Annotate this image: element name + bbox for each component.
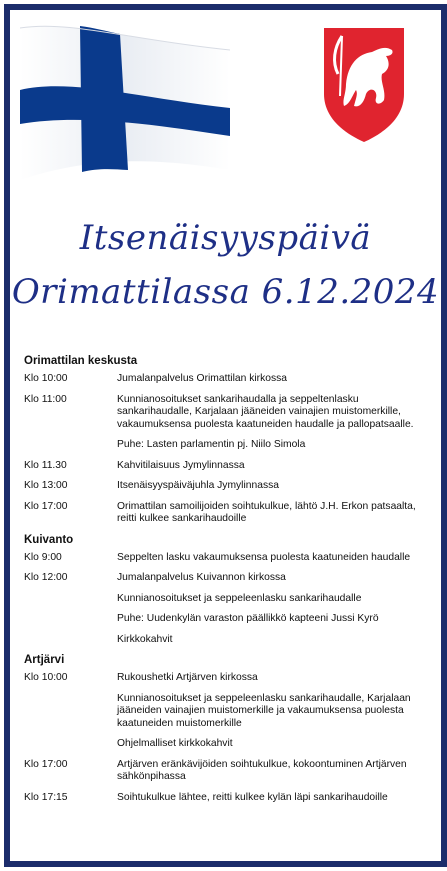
list-item (24, 593, 434, 606)
event-time (24, 634, 117, 647)
section-kuivanto (24, 534, 434, 647)
orimattila-coat-of-arms-icon (320, 24, 408, 144)
event-time: Klo 11.30 (24, 459, 67, 471)
list-item (24, 552, 434, 565)
event-time: Klo 11:00 (24, 393, 67, 405)
list-item (24, 759, 434, 784)
event-description: Puhe: Lasten parlamentin pj. Niilo Simola (117, 439, 306, 450)
section-title: Kuivanto (24, 533, 74, 546)
event-description: Kahvitilaisuus Jymylinnassa (117, 459, 245, 471)
list-item (24, 394, 434, 432)
event-description: Artjärven eränkävijöiden soihtukulkue, kokoontuminen Artjärven sähkönpihassa (117, 758, 407, 782)
event-time (24, 439, 117, 452)
list-item (24, 480, 434, 493)
section-orimattilan-keskusta (24, 355, 434, 526)
poster-frame (4, 4, 447, 867)
section-title: Orimattilan keskusta (24, 355, 138, 367)
event-description: Puhe: Uudenkylän varaston päällikkö kapteeni Jussi Kyrö (117, 613, 379, 624)
event-description: Seppelten lasku vakaumuksensa puolesta kaatuneiden haudalle (117, 551, 411, 563)
event-description: Kunnianosoitukset sankarihaudalla ja seppeltenlasku sankarihaudalle, Karjalaan jääneiden vainajien muistomerkille, vakaumuksensa puolesta kaatuneiden haudalle ja pallopatsaalle. (117, 393, 414, 430)
event-time: Klo 17:00 (24, 758, 68, 770)
title-line-1: Itsenäisyyspäivä (79, 218, 372, 258)
event-time: Klo 17:15 (24, 791, 68, 803)
event-description: Kunnianosoitukset ja seppeleenlasku sankarihaudalle (117, 592, 362, 604)
event-description: Orimattilan samoilijoiden soihtukulkue, lähtö J.H. Erkon patsaalta, reitti kulkee sankarihaudoille (117, 500, 416, 524)
list-item (24, 439, 434, 452)
section-artjarvi (24, 654, 434, 804)
program-list (24, 355, 434, 812)
list-item (24, 460, 434, 473)
event-description: Ohjelmalliset kirkkokahvit (117, 738, 233, 749)
list-item (24, 613, 434, 626)
event-time: Klo 13:00 (24, 480, 68, 491)
event-description: Jumalanpalvelus Orimattilan kirkossa (117, 373, 287, 384)
list-item (24, 738, 434, 751)
list-item (24, 792, 434, 805)
title-line-2: Orimattilassa 6.12.2024 (11, 272, 440, 312)
event-time: Klo 17:00 (24, 500, 68, 512)
list-item (24, 693, 434, 731)
event-time (24, 738, 117, 751)
event-description: Itsenäisyyspäiväjuhla Jymylinnassa (117, 480, 279, 491)
event-time: Klo 9:00 (24, 551, 62, 563)
list-item (24, 501, 434, 526)
event-description: Jumalanpalvelus Kuivannon kirkossa (117, 572, 286, 583)
event-time (24, 693, 117, 731)
list-item (24, 373, 434, 386)
event-time (24, 593, 117, 606)
event-description: Kunnianosoitukset ja seppeleenlasku sankarihaudalle, Karjalaan jääneiden vainajien muistomerkille ja vakaumuksensa puolesta kaatuneiden muistomerkille (117, 692, 411, 729)
list-item (24, 634, 434, 647)
event-time: Klo 10:00 (24, 672, 68, 683)
event-time: Klo 12:00 (24, 572, 68, 583)
event-description: Kirkkokahvit (117, 633, 173, 645)
event-description: Rukoushetki Artjärven kirkossa (117, 672, 258, 683)
event-time (24, 613, 117, 626)
section-title: Artjärvi (24, 654, 65, 666)
finnish-flag-icon (20, 20, 230, 180)
list-item (24, 572, 434, 585)
event-description: Soihtukulkue lähtee, reitti kulkee kylän läpi sankarihaudoille (117, 791, 388, 803)
event-time: Klo 10:00 (24, 373, 68, 384)
list-item (24, 672, 434, 685)
